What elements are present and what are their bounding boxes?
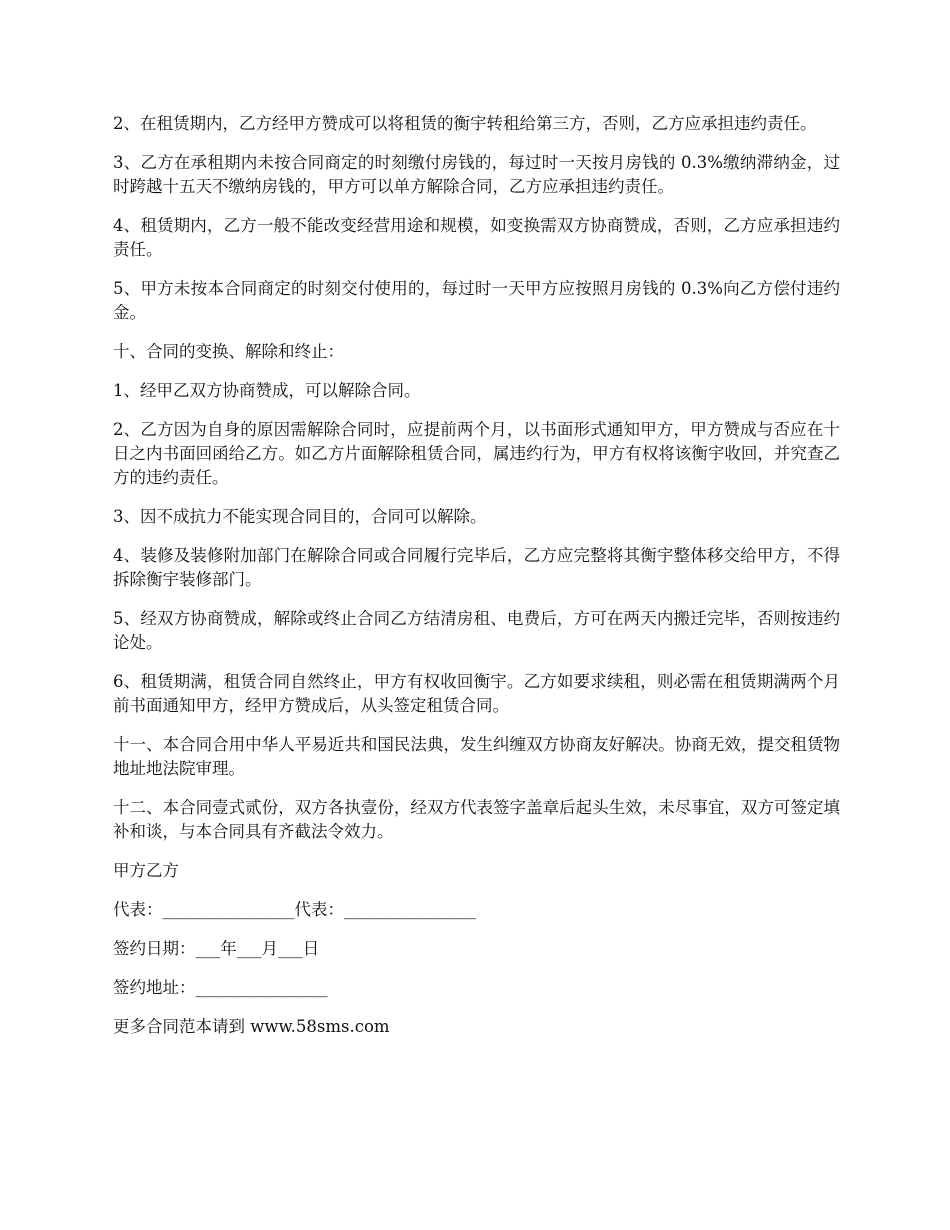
section-10-clause-6: 6、租赁期满，租赁合同自然终止，甲方有权收回衡宇。乙方如要求续租，则必需在租赁期满两个月前书面通知甲方，经甲方赞成后，从头签定租赁合同。 [113, 672, 840, 715]
section-11: 十一、本合同合用中华人平易近共和国民法典，发生纠缠双方协商友好解决。协商无效，提交租赁物地址地法院审理。 [113, 735, 840, 778]
section-10-clause-4: 4、装修及装修附加部门在解除合同或合同履行完毕后，乙方应完整将其衡宇整体移交给甲方，不得拆除衡宇装修部门。 [113, 546, 840, 589]
section-10-clause-5: 5、经双方协商赞成，解除或终止合同乙方结清房租、电费后，方可在两天内搬迁完毕，否则按违约论处。 [113, 609, 840, 652]
representatives-line: 代表：________________代表：________________ [113, 900, 476, 919]
footer-link-text: 更多合同范本请到 www.58sms.com [113, 1017, 390, 1036]
clause-5-late-delivery: 5、甲方未按本合同商定的时刻交付使用的，每过时一天甲方应按照月房钱的 0.3%向乙方偿付违约金。 [113, 279, 840, 322]
contract-body [113, 112, 840, 1054]
clause-3-late-rent: 3、乙方在承租期内未按合同商定的时刻缴付房钱的，每过时一天按月房钱的 0.3%缴纳滞纳金，过时跨越十五天不缴纳房钱的，甲方可以单方解除合同，乙方应承担违约责任。 [113, 153, 840, 196]
clause-2-sublease: 2、在租赁期内，乙方经甲方赞成可以将租赁的衡宇转租给第三方，否则，乙方应承担违约责任。 [113, 114, 817, 133]
clause-4-business-use: 4、租赁期内，乙方一般不能改变经营用途和规模，如变换需双方协商赞成，否则，乙方应承担违约责任。 [113, 216, 840, 259]
parties-line: 甲方乙方 [113, 861, 179, 880]
section-10-heading: 十、合同的变换、解除和终止： [113, 342, 344, 361]
section-10-clause-1: 1、经甲乙双方协商赞成，可以解除合同。 [113, 381, 421, 400]
signing-date-line: 签约日期：___年___月___日 [113, 939, 320, 958]
signing-address-line: 签约地址：________________ [113, 978, 328, 997]
section-10-clause-3: 3、因不成抗力不能实现合同目的，合同可以解除。 [113, 507, 487, 526]
section-12: 十二、本合同壹式贰份，双方各执壹份，经双方代表签字盖章后起头生效，未尽事宜，双方可签定填补和谈，与本合同具有齐截法令效力。 [113, 798, 840, 841]
section-10-clause-2: 2、乙方因为自身的原因需解除合同时，应提前两个月，以书面形式通知甲方，甲方赞成与否应在十日之内书面回函给乙方。如乙方片面解除租赁合同，属违约行为，甲方有权将该衡宇收回，并究查乙方的违约责任。 [113, 420, 840, 487]
